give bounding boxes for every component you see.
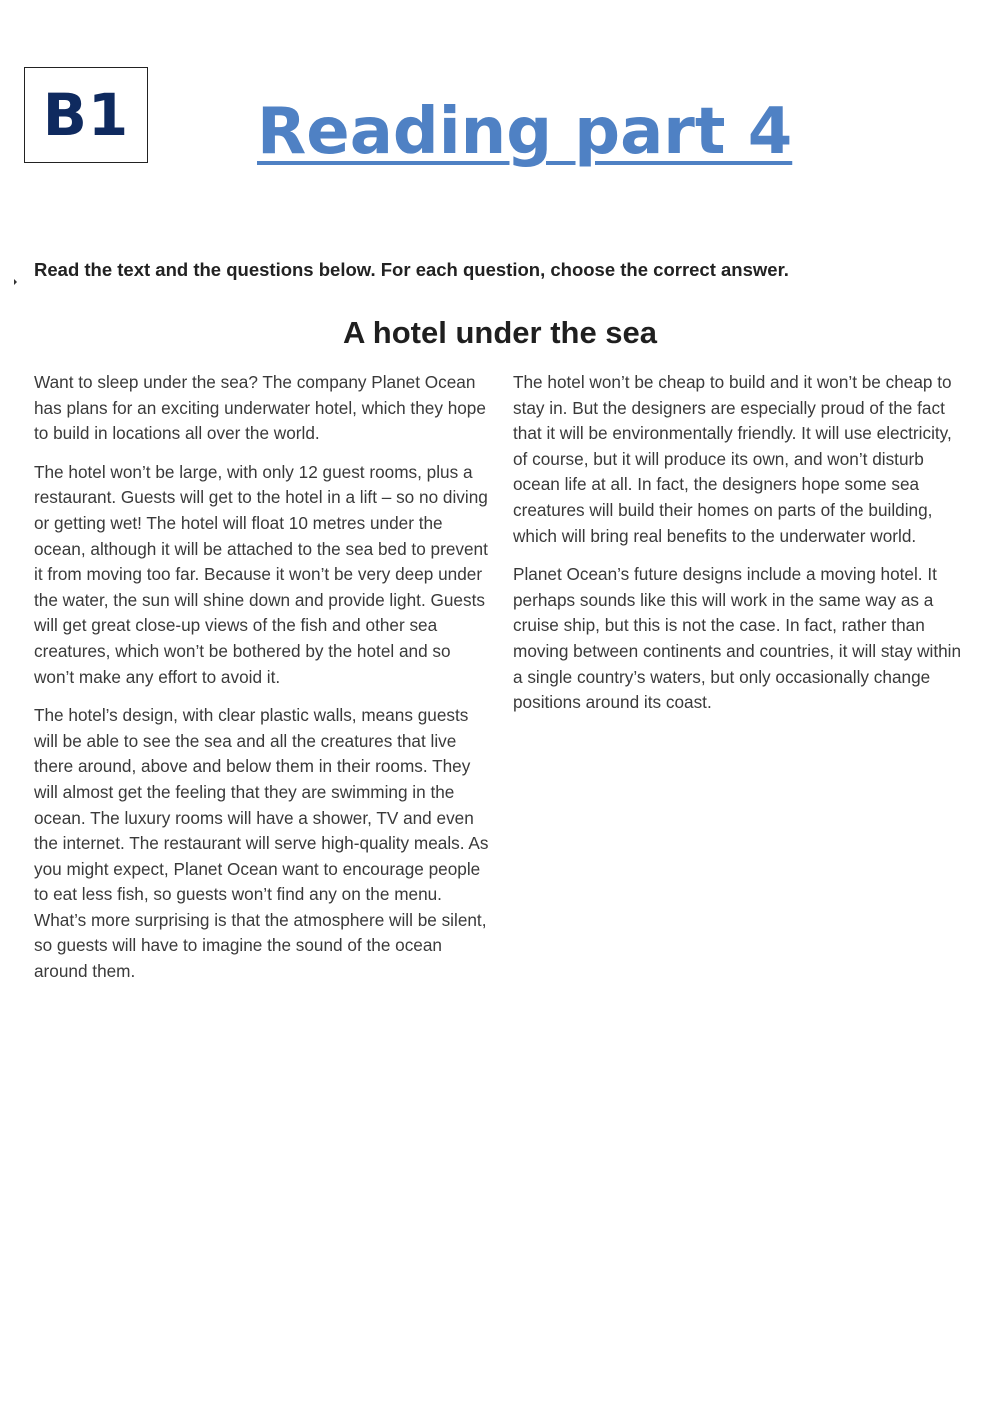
level-badge (24, 67, 148, 163)
article-paragraph-4: The hotel won’t be cheap to build and it won’t be cheap to stay in. But the designers are especially proud of the fact that it will be environmentally friendly. It will use electricity, of course, but it will produce its own, and won’t disturb ocean life at all. In fact, the designers hope some sea creatures will build their homes on parts of the building, which will bring real benefits to the underwater world. (513, 372, 952, 546)
page-title: Reading part 4 (257, 95, 793, 169)
margin-mark-icon (14, 279, 17, 285)
article-title: A hotel under the sea (342, 315, 658, 350)
article-paragraph-3: The hotel’s design, with clear plastic walls, means guests will be able to see the sea and all the creatures that live there around, above and below them in their rooms. They will almost get the feeling that they are swimming in the ocean. The luxury rooms will have a shower, TV and even the internet. The restaurant will serve high-quality meals. As you might expect, Planet Ocean want to encourage people to eat less fish, so guests won’t find any on the menu. What’s more surprising is that the atmosphere will be silent, so guests will have to imagine the sound of the ocean around them. (34, 705, 489, 982)
article-column-left (34, 370, 492, 998)
article-paragraph-5: Planet Ocean’s future designs include a moving hotel. It perhaps sounds like this will work in the same way as a cruise ship, but this is not the case. In fact, rather than moving between continents and countries, it will stay within a single country’s waters, but only occasionally change positions around its coast. (513, 564, 962, 713)
article-column-right (513, 370, 965, 729)
instructions: Read the text and the questions below. For each question, choose the correct answer. (34, 259, 789, 280)
level-label: B1 (42, 81, 130, 149)
article-paragraph-1: Want to sleep under the sea? The company Planet Ocean has plans for an exciting underwater hotel, which they hope to build in locations all over the world. (34, 372, 486, 444)
article-paragraph-2: The hotel won’t be large, with only 12 guest rooms, plus a restaurant. Guests will get to the hotel in a lift – so no diving or getting wet! The hotel will float 10 metres under the ocean, although it will be attached to the sea bed to prevent it from moving too far. Because it won’t be very deep under the water, the sun will shine down and provide light. Guests will get great close-up views of the fish and other sea creatures, which won’t be bothered by the hotel and so won’t make any effort to avoid it. (34, 461, 488, 687)
